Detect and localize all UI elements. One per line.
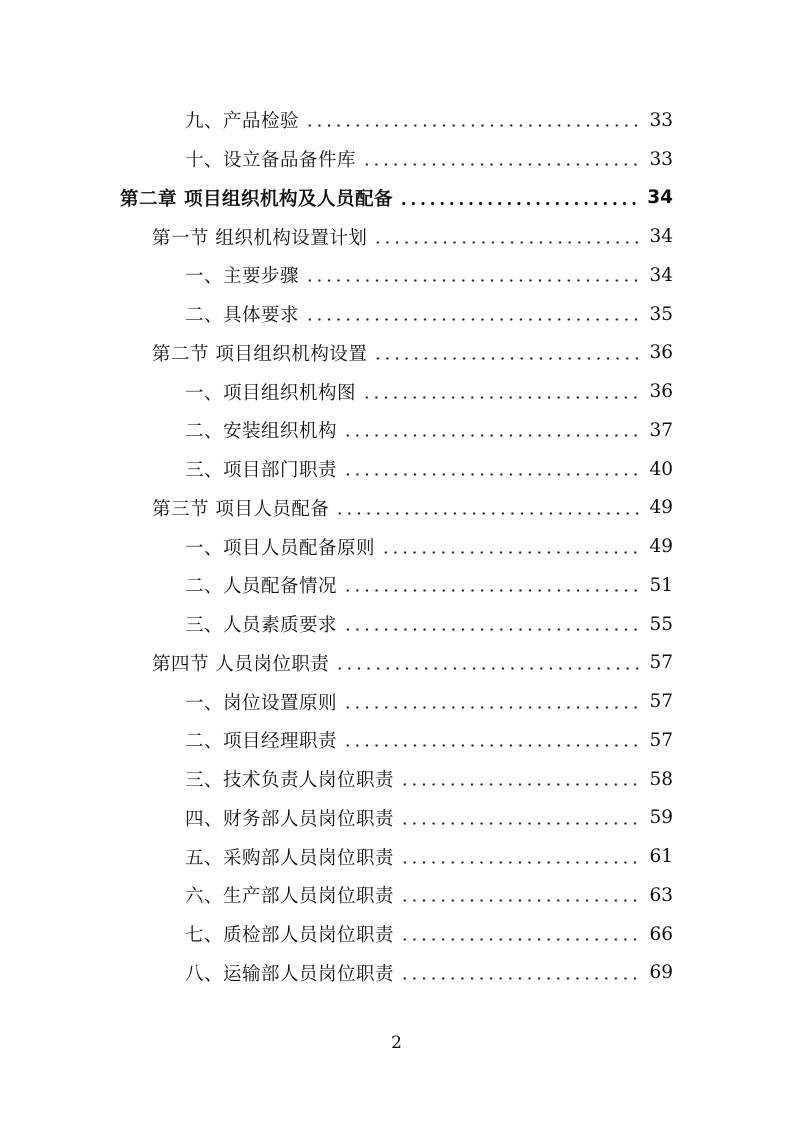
toc-subsection-entry[interactable] [0, 915, 793, 954]
toc-dot-leader [373, 357, 641, 360]
toc-dot-leader [343, 473, 641, 476]
toc-subsection-entry[interactable] [0, 140, 793, 179]
toc-entry-page: 58 [649, 768, 673, 790]
toc-subsection-entry[interactable] [0, 954, 793, 993]
toc-entry-page: 40 [649, 458, 673, 480]
toc-entry-label: 一、主要步骤 [185, 266, 300, 288]
toc-subsection-entry[interactable] [0, 411, 793, 450]
toc-dot-leader [343, 589, 641, 592]
toc-entry-label: 二、人员配备情况 [185, 576, 338, 598]
toc-dot-leader [343, 706, 641, 709]
toc-dot-leader [399, 202, 639, 205]
toc-entry-label: 四、财务部人员岗位职责 [185, 808, 395, 830]
toc-dot-leader [343, 628, 641, 631]
toc-entry-label: 八、运输部人员岗位职责 [185, 963, 395, 985]
toc-section-entry[interactable] [0, 334, 793, 373]
toc-entry-label: 十、设立备品备件库 [185, 150, 357, 172]
toc-entry-label: 第二节 项目组织机构设置 [152, 343, 368, 365]
toc-dot-leader [305, 279, 641, 282]
toc-entry-page: 35 [649, 303, 673, 325]
toc-entry-label: 二、具体要求 [185, 305, 300, 327]
toc-dot-leader [343, 744, 641, 747]
toc-entry-page: 49 [649, 536, 673, 558]
toc-entry-label: 一、项目人员配备原则 [185, 537, 376, 559]
toc-entry-page: 57 [649, 691, 673, 713]
toc-entry-page: 36 [649, 381, 673, 403]
toc-entry-page: 34 [649, 226, 673, 248]
toc-entry-label: 一、项目组织机构图 [185, 382, 357, 404]
toc-dot-leader [373, 241, 641, 244]
toc-subsection-entry[interactable] [0, 682, 793, 721]
toc-dot-leader [362, 396, 641, 399]
toc-entry-label: 三、项目部门职责 [185, 460, 338, 482]
toc-dot-leader [381, 551, 641, 554]
toc-entry-label: 一、岗位设置原则 [185, 692, 338, 714]
toc-subsection-entry[interactable] [0, 721, 793, 760]
toc-entry-label: 六、生产部人员岗位职责 [185, 886, 395, 908]
toc-entry-label: 五、采购部人员岗位职责 [185, 847, 395, 869]
toc-entry-label: 二、安装组织机构 [185, 421, 338, 443]
toc-subsection-entry[interactable] [0, 101, 793, 140]
toc-entry-page: 36 [649, 342, 673, 364]
toc-entry-page: 57 [649, 652, 673, 674]
toc-section-entry[interactable] [0, 489, 793, 528]
toc-entry-label: 第三节 项目人员配备 [152, 498, 330, 520]
toc-dot-leader [400, 822, 641, 825]
toc-subsection-entry[interactable] [0, 527, 793, 566]
toc-subsection-entry[interactable] [0, 450, 793, 489]
toc-subsection-entry[interactable] [0, 295, 793, 334]
toc-subsection-entry[interactable] [0, 760, 793, 799]
toc-entry-page: 33 [649, 148, 673, 170]
toc-subsection-entry[interactable] [0, 876, 793, 915]
toc-dot-leader [400, 783, 641, 786]
toc-subsection-entry[interactable] [0, 799, 793, 838]
toc-entry-page: 33 [649, 109, 673, 131]
toc-dot-leader [400, 861, 641, 864]
toc-dot-leader [305, 318, 641, 321]
toc-dot-leader [343, 434, 641, 437]
toc-entry-label: 九、产品检验 [185, 111, 300, 133]
toc-entry-page: 49 [649, 497, 673, 519]
toc-entry-label: 第四节 人员岗位职责 [152, 653, 330, 675]
page-number: 2 [391, 1033, 402, 1053]
toc-entry-page: 34 [649, 264, 673, 286]
toc-subsection-entry[interactable] [0, 837, 793, 876]
toc-entry-page: 34 [647, 187, 673, 209]
toc-entry-label: 第一节 组织机构设置计划 [152, 227, 368, 249]
toc-entry-label: 七、质检部人员岗位职责 [185, 925, 395, 947]
toc-dot-leader [335, 512, 641, 515]
toc-subsection-entry[interactable] [0, 605, 793, 644]
toc-dot-leader [305, 124, 641, 127]
toc-entry-page: 66 [649, 923, 673, 945]
toc-dot-leader [400, 899, 641, 902]
toc-section-entry[interactable] [0, 644, 793, 683]
toc-dot-leader [400, 977, 641, 980]
toc-section-entry[interactable] [0, 217, 793, 256]
toc-entry-label: 三、技术负责人岗位职责 [185, 770, 395, 792]
toc-subsection-entry[interactable] [0, 372, 793, 411]
toc-entry-page: 55 [649, 613, 673, 635]
toc-subsection-entry[interactable] [0, 256, 793, 295]
toc-dot-leader [335, 667, 641, 670]
toc-entry-page: 57 [649, 729, 673, 751]
toc-entry-page: 63 [649, 884, 673, 906]
toc-entry-page: 51 [649, 574, 673, 596]
toc-entry-label: 二、项目经理职责 [185, 731, 338, 753]
toc-chapter-entry[interactable] [0, 179, 793, 218]
toc-entry-page: 69 [649, 962, 673, 984]
table-of-contents [0, 101, 793, 992]
toc-entry-page: 59 [649, 807, 673, 829]
toc-entry-label: 第二章 项目组织机构及人员配备 [120, 188, 393, 210]
toc-entry-label: 三、人员素质要求 [185, 615, 338, 637]
toc-dot-leader [400, 938, 641, 941]
toc-entry-page: 61 [649, 846, 673, 868]
toc-entry-page: 37 [649, 419, 673, 441]
toc-subsection-entry[interactable] [0, 566, 793, 605]
toc-dot-leader [362, 163, 641, 166]
